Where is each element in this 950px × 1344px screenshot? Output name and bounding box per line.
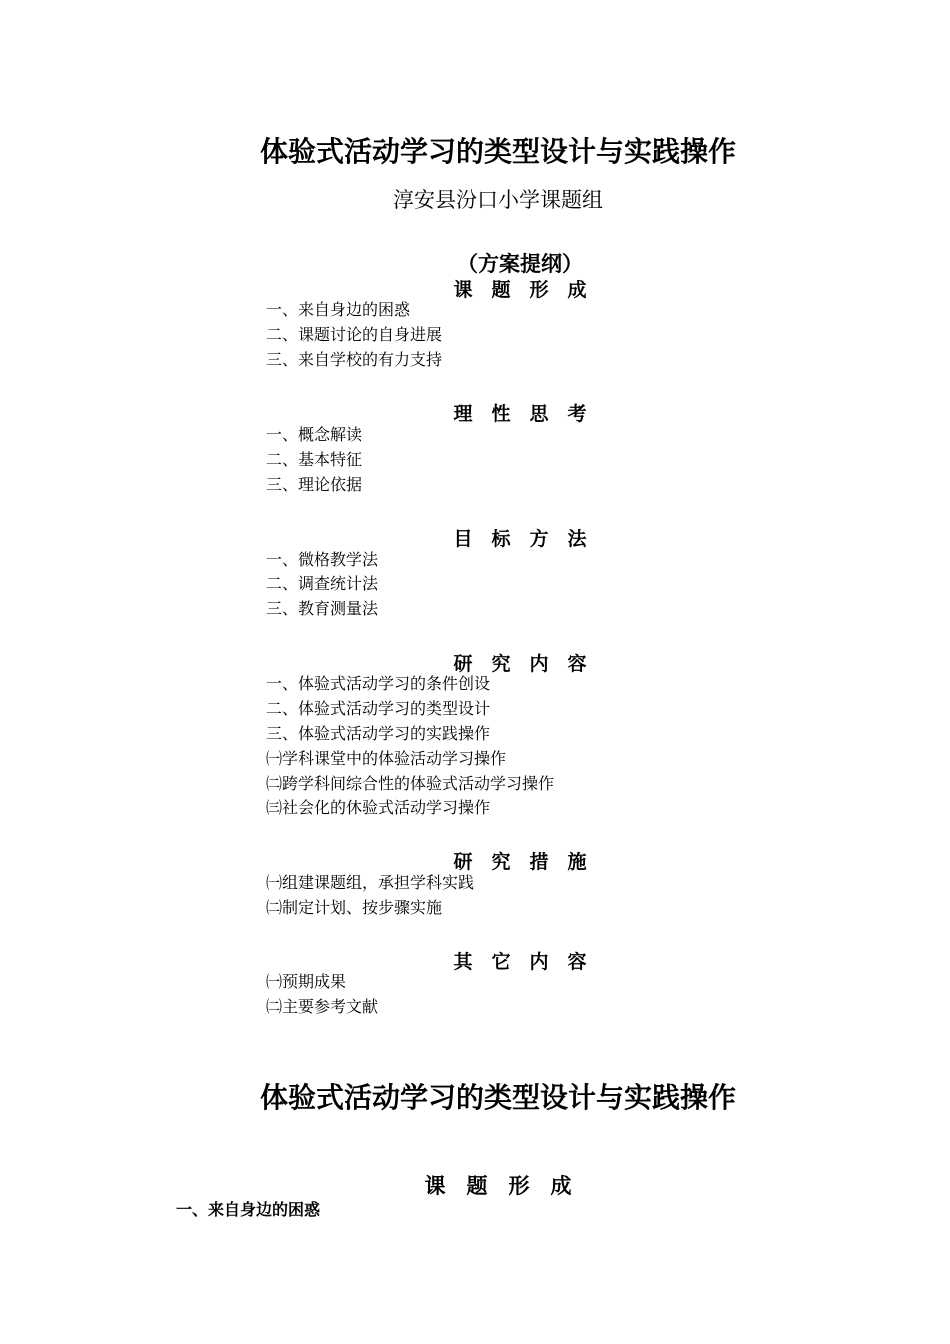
list-item: ㈠预期成果 <box>266 972 347 991</box>
list-item: 三、体验式活动学习的实践操作 <box>266 724 491 743</box>
section-heading: 研 究 内 容 <box>453 653 587 675</box>
list-item: ㈠学科课堂中的体验活动学习操作 <box>266 749 507 768</box>
list-item: ㈡主要参考文献 <box>266 997 379 1016</box>
list-item: 三、教育测量法 <box>266 599 379 618</box>
list-item: 二、基本特征 <box>266 450 363 469</box>
body-section-heading: 课 题 形 成 <box>424 1174 572 1198</box>
list-item: 二、课题讨论的自身进展 <box>266 325 443 344</box>
list-item: 三、来自学校的有力支持 <box>266 350 443 369</box>
document-title: 体验式活动学习的类型设计与实践操作 <box>259 135 736 168</box>
list-item: 二、体验式活动学习的类型设计 <box>266 699 491 718</box>
list-item: 一、来自身边的困惑 <box>266 300 411 319</box>
section-heading: 理 性 思 考 <box>453 403 587 425</box>
list-item: 一、体验式活动学习的条件创设 <box>266 674 491 693</box>
list-item: ㈡制定计划、按步骤实施 <box>266 898 443 917</box>
list-item: 一、微格教学法 <box>266 550 379 569</box>
outline-label: （方案提纲） <box>457 252 583 276</box>
section-heading: 其 它 内 容 <box>453 951 587 973</box>
section-heading: 目 标 方 法 <box>453 528 587 550</box>
list-item: ㈢社会化的休验式活动学习操作 <box>266 798 491 817</box>
list-item: ㈡跨学科间综合性的体验式活动学习操作 <box>266 774 555 793</box>
list-item: 一、概念解读 <box>266 425 363 444</box>
list-item: ㈠组建课题组，承担学科实践 <box>266 873 475 892</box>
section-heading: 研 究 措 施 <box>453 851 587 873</box>
list-item: 二、调查统计法 <box>266 574 379 593</box>
section-heading: 课 题 形 成 <box>453 279 587 301</box>
document-subtitle: 淳安县汾口小学课题组 <box>393 188 603 212</box>
list-item: 三、理论依据 <box>266 475 363 494</box>
body-title: 体验式活动学习的类型设计与实践操作 <box>259 1081 736 1114</box>
body-subheading: 一、来自身边的困惑 <box>176 1200 321 1219</box>
